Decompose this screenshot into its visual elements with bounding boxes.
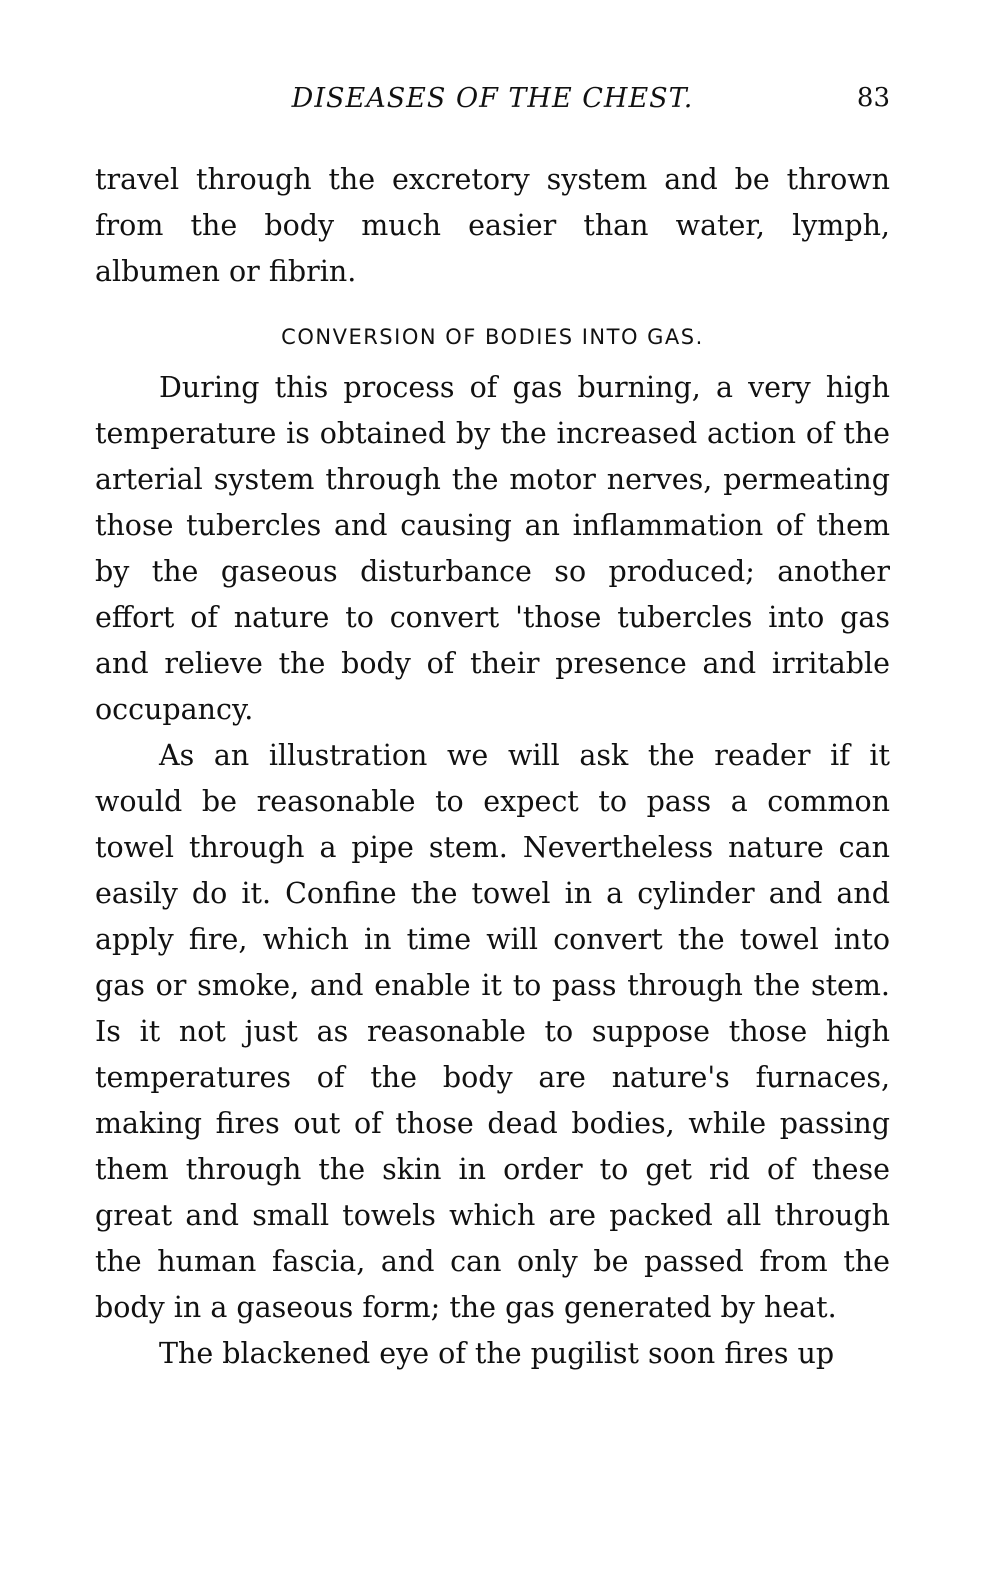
paragraph-gas-burning: During this process of gas burning, a very high temperature is obtained by the increased action of the arterial system through the motor nerves, permeating those tubercles and causing an inflammation of them by the gaseous disturbance so produced; another effort of nature to convert 'those tubercles into gas and relieve the body of their presence and irritable occupancy. [95, 371, 890, 726]
section-heading: CONVERSION OF BODIES INTO GAS. [281, 325, 704, 349]
paragraph-illustration: As an illustration we will ask the reader if it would be reasonable to expect to pass a common towel through a pipe stem. Nevertheless nature can easily do it. Confine the towel in a cylinder and and apply fire, which in time will convert the towel into gas or smoke, and enable it to pass through the stem. Is it not just as reasonable to suppose those high temperatures of the body are nature's furnaces, making fires out of those dead bodies, while passing them through the skin in order to get rid of these great and small towels which are packed all through the human fascia, and can only be passed from the body in a gaseous form; the gas generated by heat. [95, 739, 890, 1324]
running-head [95, 83, 890, 123]
text-block [95, 157, 890, 1377]
page-number: 83 [856, 83, 890, 113]
paragraph-pugilist: The blackened eye of the pugilist soon fires up [159, 1337, 835, 1370]
paragraph-continued: travel through the excretory system and be thrown from the body much easier than water, lymph, albumen or fibrin. [95, 163, 890, 288]
running-title: DISEASES OF THE CHEST. [291, 83, 694, 114]
